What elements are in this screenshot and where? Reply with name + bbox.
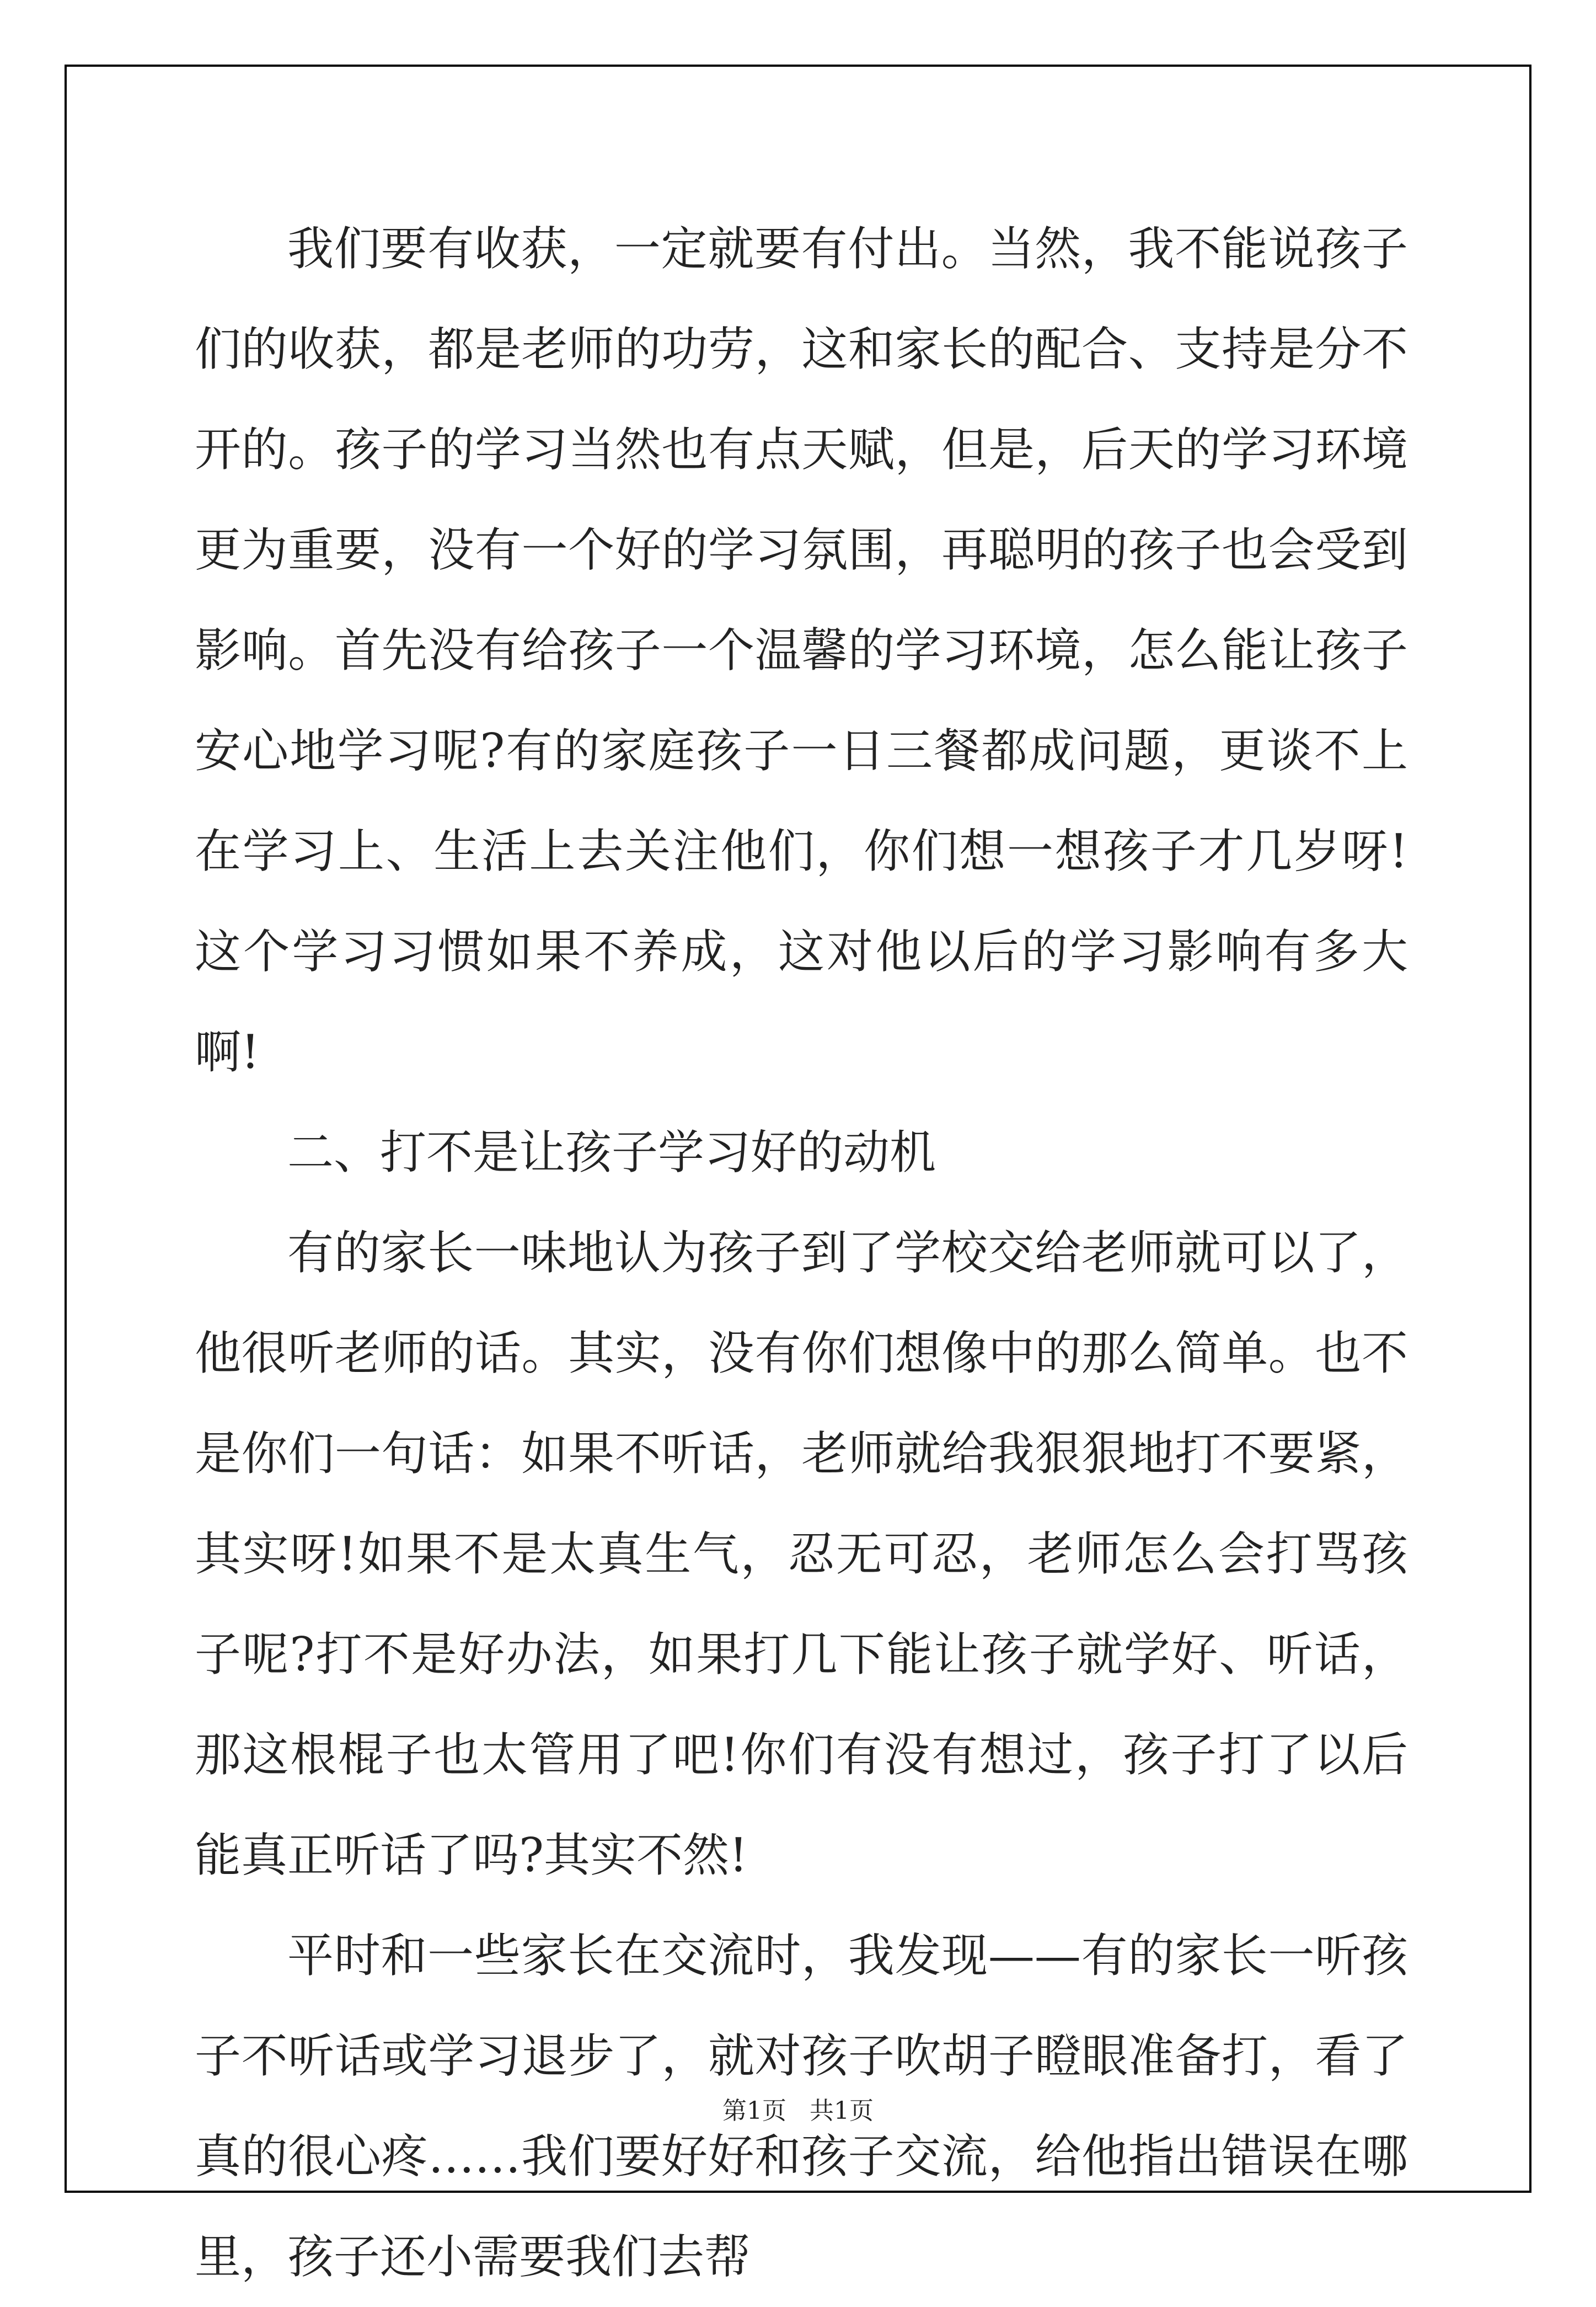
paragraph-1: 我们要有收获，一定就要有付出。当然，我不能说孩子们的收获，都是老师的功劳，这和家长的配合、支持是分不开的。孩子的学习当然也有点天赋，但是，后天的学习环境更为重要，没有一个好的学习氛围，再聪明的孩子也会受到影响。首先没有给孩子一个温馨的学习环境，怎么能让孩子安心地学习呢?有的家庭孩子一日三餐都成问题，更谈不上在学习上、生活上去关注他们，你们想一想孩子才几岁呀!这个学习习惯如果不养成，这对他以后的学习影响有多大啊! <box>195 222 1408 1079</box>
section-heading: 二、打不是让孩子学习好的动机 <box>287 1125 936 1179</box>
page-footer: 第1页 共1页 <box>722 2097 874 2125</box>
paragraph-2: 有的家长一味地认为孩子到了学校交给老师就可以了，他很听老师的话。其实，没有你们想像中的那么简单。也不是你们一句话：如果不听话，老师就给我狠狠地打不要紧，其实呀!如果不是太真生气，忍无可忍，老师怎么会打骂孩子呢?打不是好办法，如果打几下能让孩子就学好、听话，那这根棍子也太管用了吧!你们有没有想过，孩子打了以后能真正听话了吗?其实不然! <box>195 1226 1408 1882</box>
document-body <box>195 199 1408 2307</box>
paragraph-3: 平时和一些家长在交流时，我发现——有的家长一听孩子不听话或学习退步了，就对孩子吹胡子瞪眼准备打，看了真的很心疼……我们要好好和孩子交流，给他指出错误在哪里，孩子还小需要我们去帮 <box>195 1929 1408 2284</box>
